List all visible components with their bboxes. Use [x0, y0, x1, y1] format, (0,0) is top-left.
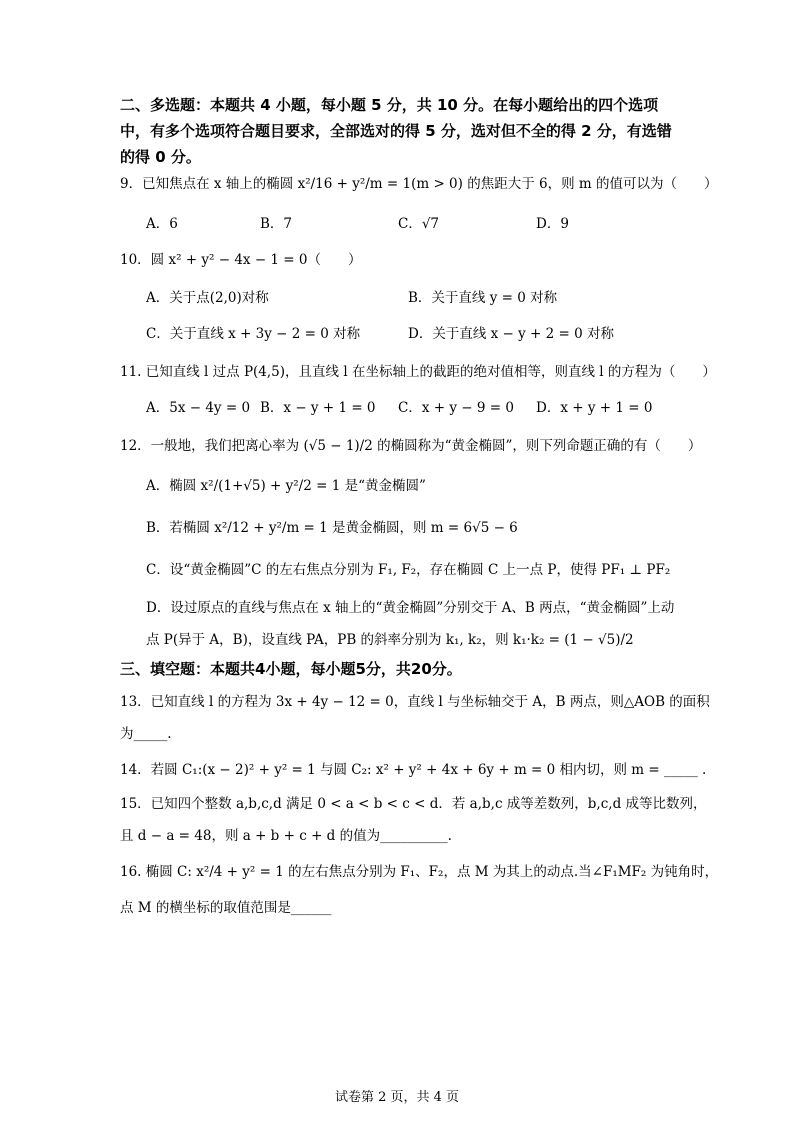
question-13-line2: 为_____.: [120, 726, 172, 742]
question-14: 14．若圆 C₁:(x − 2)² + y² = 1 与圆 C₂: x² + y² + 4x + 6y + m = 0 相内切，则 m = _____ .: [120, 762, 707, 778]
q11-option-a: A．5x − 4y = 0: [146, 400, 251, 416]
question-10: 10．圆 x² + y² − 4x − 1 = 0（ ）: [120, 252, 362, 268]
q12-option-d-continued: 点 P(异于 A，B)，设直线 PA，PB 的斜率分别为 k₁, k₂，则 k₁·k₂ = (1 − √5)/2: [146, 632, 634, 648]
question-16-line2: 点 M 的横坐标的取值范围是______: [120, 900, 332, 916]
question-9: 9．已知焦点在 x 轴上的椭圆 x²/16 + y²/m = 1(m > 0) 的焦距大于 6，则 m 的值可以为（ ）: [120, 176, 718, 192]
q10-option-c: C．关于直线 x + 3y − 2 = 0 对称: [146, 326, 361, 342]
question-11: 11. 已知直线 l 过点 P(4,5)，且直线 l 在坐标轴上的截距的绝对值相等，则直线 l 的方程为（ ）: [120, 364, 716, 380]
page-footer: 试卷第 2 页，共 4 页: [334, 1090, 460, 1105]
q9-option-a: A．6: [146, 216, 178, 232]
q11-option-d: D．x + y + 1 = 0: [536, 400, 653, 416]
question-12: 12．一般地，我们把离心率为 (√5 − 1)/2 的椭圆称为“黄金椭圆”，则下列命题正确的有（ ）: [120, 438, 702, 454]
q10-option-a: A．关于点(2,0)对称: [146, 290, 269, 306]
question-15-line2: 且 d − a = 48，则 a + b + c + d 的值为__________.: [120, 828, 452, 844]
question-15-line1: 15．已知四个整数 a,b,c,d 满足 0 < a < b < c < d．若 a,b,c 成等差数列，b,c,d 成等比数列，: [120, 796, 707, 812]
q12-option-d: D．设过原点的直线与焦点在 x 轴上的“黄金椭圆”分别交于 A、B 两点，“黄金椭圆”上动: [146, 600, 675, 616]
question-13-line1: 13．已知直线 l 的方程为 3x + 4y − 12 = 0，直线 l 与坐标轴交于 A，B 两点，则△AOB 的面积: [120, 694, 710, 710]
q9-option-b: B．7: [260, 216, 293, 232]
section3-header: 三、填空题：本题共4小题，每小题5分，共20分。: [120, 660, 462, 678]
q12-option-c: C．设“黄金椭圆”C 的左右焦点分别为 F₁, F₂，存在椭圆 C 上一点 P，使得 PF₁ ⊥ PF₂: [146, 562, 671, 578]
question-16-line1: 16. 椭圆 C: x²/4 + y² = 1 的左右焦点分别为 F₁、F₂，点 M 为其上的动点.当∠F₁MF₂ 为钝角时，: [120, 864, 719, 880]
q10-option-b: B．关于直线 y = 0 对称: [408, 290, 558, 306]
q11-option-b: B．x − y + 1 = 0: [260, 400, 376, 416]
q9-option-c: C．√7: [398, 216, 440, 232]
q11-option-c: C．x + y − 9 = 0: [398, 400, 514, 416]
q12-option-b: B．若椭圆 x²/12 + y²/m = 1 是黄金椭圆，则 m = 6√5 − 6: [146, 520, 518, 536]
q10-option-d: D．关于直线 x − y + 2 = 0 对称: [408, 326, 615, 342]
q12-option-a: A．椭圆 x²/(1+√5) + y²/2 = 1 是“黄金椭圆”: [146, 478, 426, 494]
q9-option-d: D．9: [536, 216, 569, 232]
section2-header: 二、多选题：本题共 4 小题，每小题 5 分，共 10 分。在每小题给出的四个选项中，有多个选项符合题目要求，全部选对的得 5 分，选对但不全的得 2 分，有选错的得 0 分。: [120, 96, 672, 166]
